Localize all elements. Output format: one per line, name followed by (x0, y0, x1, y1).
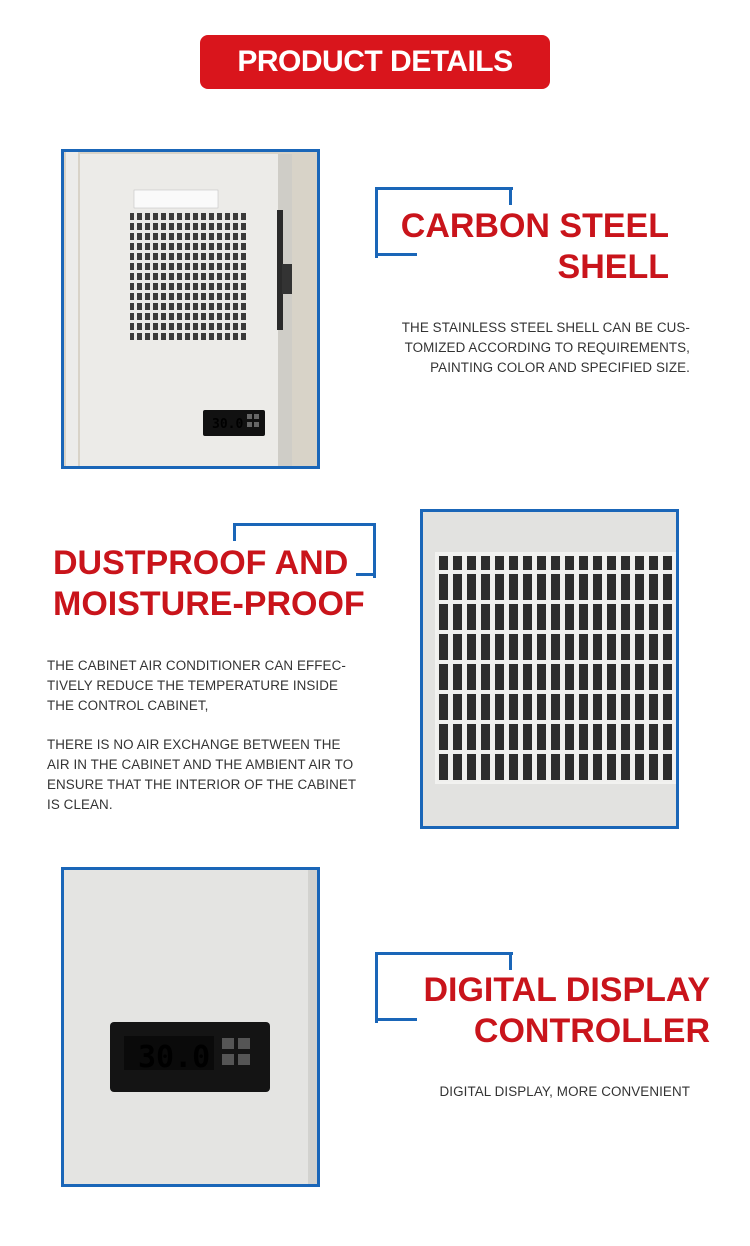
section-title-line: SHELL (557, 248, 669, 286)
text-line: THE CABINET AIR CONDITIONER CAN EFFEC- (47, 658, 346, 673)
title-bracket-tick (509, 952, 512, 970)
text-line: ENSURE THAT THE INTERIOR OF THE CABINET (47, 777, 357, 792)
section-text-digital-display (350, 1082, 690, 1102)
product-photo-controller (61, 867, 320, 1187)
text-line: THERE IS NO AIR EXCHANGE BETWEEN THE (47, 737, 341, 752)
air-conditioner-unit-image (64, 152, 317, 466)
text-line: AIR IN THE CABINET AND THE AMBIENT AIR TO (47, 757, 354, 772)
controller-digits: 30.0 (212, 417, 244, 432)
product-photo-unit (61, 149, 320, 469)
digital-controller-image (64, 870, 317, 1184)
controller-digits-closeup: 30.0 (138, 1040, 211, 1075)
product-photo-vent (420, 509, 679, 829)
section-title-dustproof (53, 543, 393, 625)
text-line: THE STAINLESS STEEL SHELL CAN BE CUS- (401, 320, 690, 335)
section-title-carbon-steel (349, 206, 669, 288)
text-line: TIVELY REDUCE THE TEMPERATURE INSIDE (47, 678, 339, 693)
section-title-line: CONTROLLER (473, 1012, 710, 1050)
section-title-line: MOISTURE-PROOF (53, 585, 365, 623)
section-text-dustproof (47, 656, 392, 815)
section-title-digital-display (370, 970, 710, 1052)
vent-grille-image (423, 512, 676, 826)
section-title-line: DIGITAL DISPLAY (423, 971, 710, 1009)
section-text-carbon-steel (350, 318, 690, 378)
section-title-line: CARBON STEEL (400, 207, 669, 245)
text-line: PAINTING COLOR AND SPECIFIED SIZE. (430, 360, 690, 375)
section-title-line: DUSTPROOF AND (53, 544, 349, 582)
title-bracket-tick (509, 187, 512, 205)
text-line: IS CLEAN. (47, 797, 113, 812)
page-title-banner (200, 35, 550, 89)
text-line: TOMIZED ACCORDING TO REQUIREMENTS, (404, 340, 690, 355)
title-bracket-tick (233, 523, 236, 541)
page-title: PRODUCT DETAILS (237, 45, 513, 78)
text-line: THE CONTROL CABINET, (47, 698, 209, 713)
text-line: DIGITAL DISPLAY, MORE CONVENIENT (439, 1084, 690, 1099)
